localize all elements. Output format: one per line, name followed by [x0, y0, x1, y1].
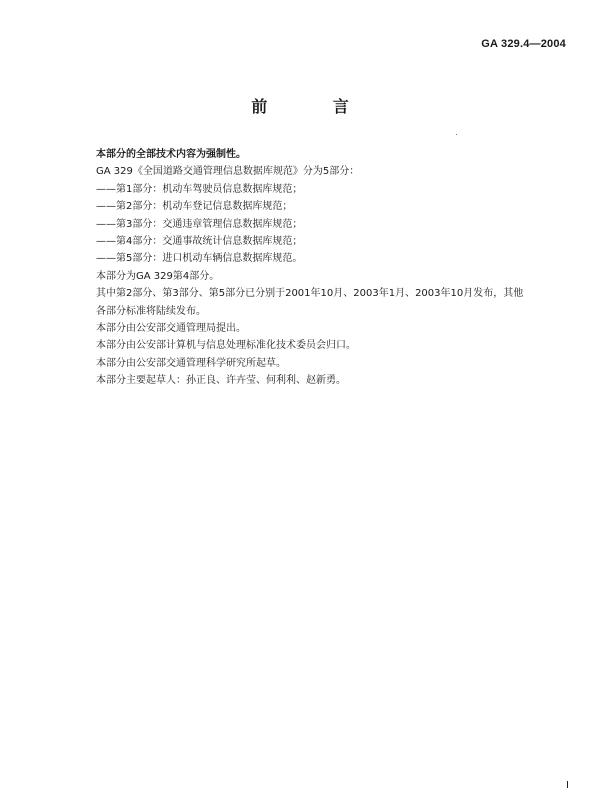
list-item-part-3: ——第3部分：交通违章管理信息数据库规范； — [96, 218, 303, 230]
paragraph-this-part: 本部分为GA 329第4部分。 — [96, 270, 220, 282]
list-item-part-1: ——第1部分：机动车驾驶员信息数据库规范； — [96, 183, 303, 195]
paragraph-publication-line-2: 各部分标准将陆续发布。 — [96, 305, 206, 317]
paragraph-standard-parts: GA 329《全国道路交通管理信息数据库规范》分为5部分： — [96, 166, 360, 178]
paragraph-mandatory-statement: 本部分的全部技术内容为强制性。 — [96, 149, 246, 160]
list-item-part-5: ——第5部分：进口机动车辆信息数据库规范。 — [96, 253, 303, 265]
page-title: 前 言 — [251, 97, 379, 116]
page-number: I — [566, 780, 569, 791]
list-item-part-2: ——第2部分：机动车登记信息数据库规范； — [96, 201, 293, 213]
list-item-part-4: ——第4部分：交通事故统计信息数据库规范； — [96, 236, 303, 248]
foreword-body — [96, 146, 576, 390]
scan-speck — [456, 134, 457, 135]
document-code: GA 329.4—2004 — [481, 38, 566, 50]
paragraph-drafters: 本部分主要起草人：孙正良、许卉莹、何利利、赵新勇。 — [96, 375, 346, 387]
paragraph-centralized-by: 本部分由公安部计算机与信息处理标准化技术委员会归口。 — [96, 340, 356, 352]
paragraph-publication-line-1: 其中第2部分、第3部分、第5部分已分别于2001年10月、2003年1月、2003年10月发布，其他 — [96, 288, 524, 300]
paragraph-proposed-by: 本部分由公安部交通管理局提出。 — [96, 323, 246, 335]
paragraph-drafted-by: 本部分由公安部交通管理科学研究所起草。 — [96, 357, 286, 369]
